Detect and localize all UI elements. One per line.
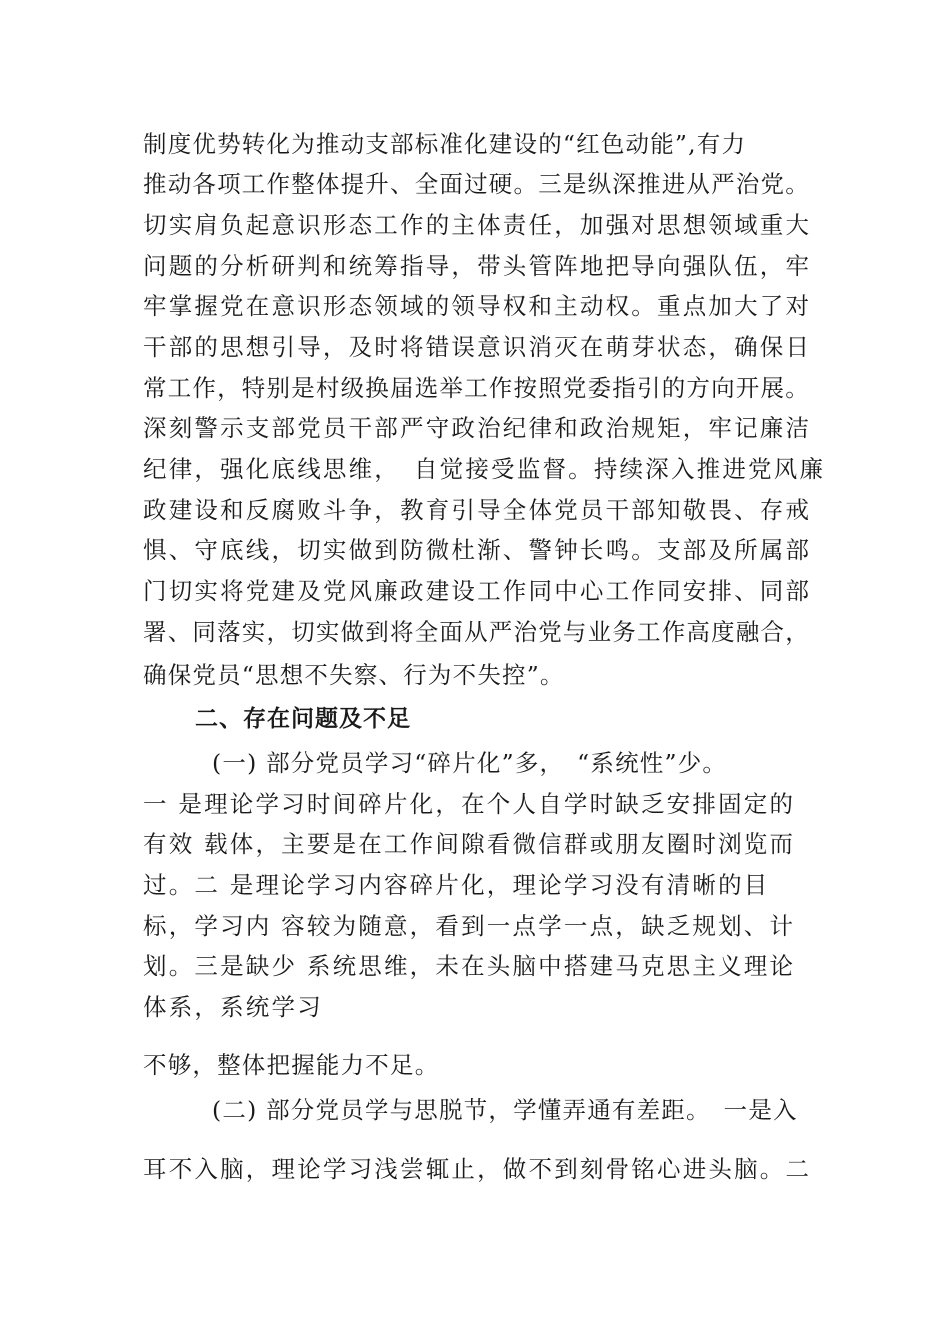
text-line: 耳不入脑，理论学习浅尝辄止，做不到刻骨铭心进头脑。二 [143,1155,812,1183]
text-line: 常工作，特别是村级换届选举工作按照党委指引的方向开展。 [143,374,810,402]
text-line: 署、同落实，切实做到将全面从严治党与业务工作高度融合， [143,618,810,646]
text-line: 牢掌握党在意识形态领域的领导权和主动权。重点加大了对 [143,292,812,320]
text-line: 体系，系统学习 [143,993,323,1021]
section-heading: 二、存在问题及不足 [195,706,411,732]
text-line: 门切实将党建及党风廉政建设工作同中心工作同安排、同部 [143,577,812,605]
text-line: (一) 部分党员学习“碎片化”多， “系统性”少。 [212,749,728,777]
text-line: 一 是理论学习时间碎片化，在个人自学时缺乏安排固定的 [143,790,796,818]
text-line: 制度优势转化为推动支部标准化建设的“红色动能”,有力 [143,130,747,158]
text-line: 过。二 是理论学习内容碎片化，理论学习没有清晰的目 [143,871,770,899]
text-line: 政建设和反腐败斗争，教育引导全体党员干部知敬畏、存戒 [143,496,812,524]
text-line: (二) 部分党员学与思脱节，学懂弄通有差距。 一是入 [212,1096,798,1124]
text-line: 确保党员“思想不失察、行为不失控”。 [143,661,565,689]
text-line: 推动各项工作整体提升、全面过硬。三是纵深推进从严治党。 [143,170,810,198]
text-line: 不够，整体把握能力不足。 [143,1051,440,1079]
text-line: 干部的思想引导，及时将错误意识消灭在萌芽状态，确保日 [143,333,812,361]
text-line: 深刻警示支部党员干部严守政治纪律和政治规矩，牢记廉洁 [143,414,812,442]
text-line: 划。三是缺少 系统思维，未在头脑中搭建马克思主义理论 [143,952,796,980]
text-line: 有效 载体，主要是在工作间隙看微信群或朋友圈时浏览而 [143,830,796,858]
text-line: 惧、守底线，切实做到防微杜渐、警钟长鸣。支部及所属部 [143,536,812,564]
text-line: 标，学习内 容较为随意，看到一点学一点，缺乏规划、计 [143,912,796,940]
text-line: 纪律，强化底线思维， 自觉接受监督。持续深入推进党风廉 [143,455,826,483]
text-line: 切实肩负起意识形态工作的主体责任，加强对思想领域重大 [143,211,812,239]
text-line: 问题的分析研判和统筹指导，带头管阵地把导向强队伍，牢 [143,252,812,280]
